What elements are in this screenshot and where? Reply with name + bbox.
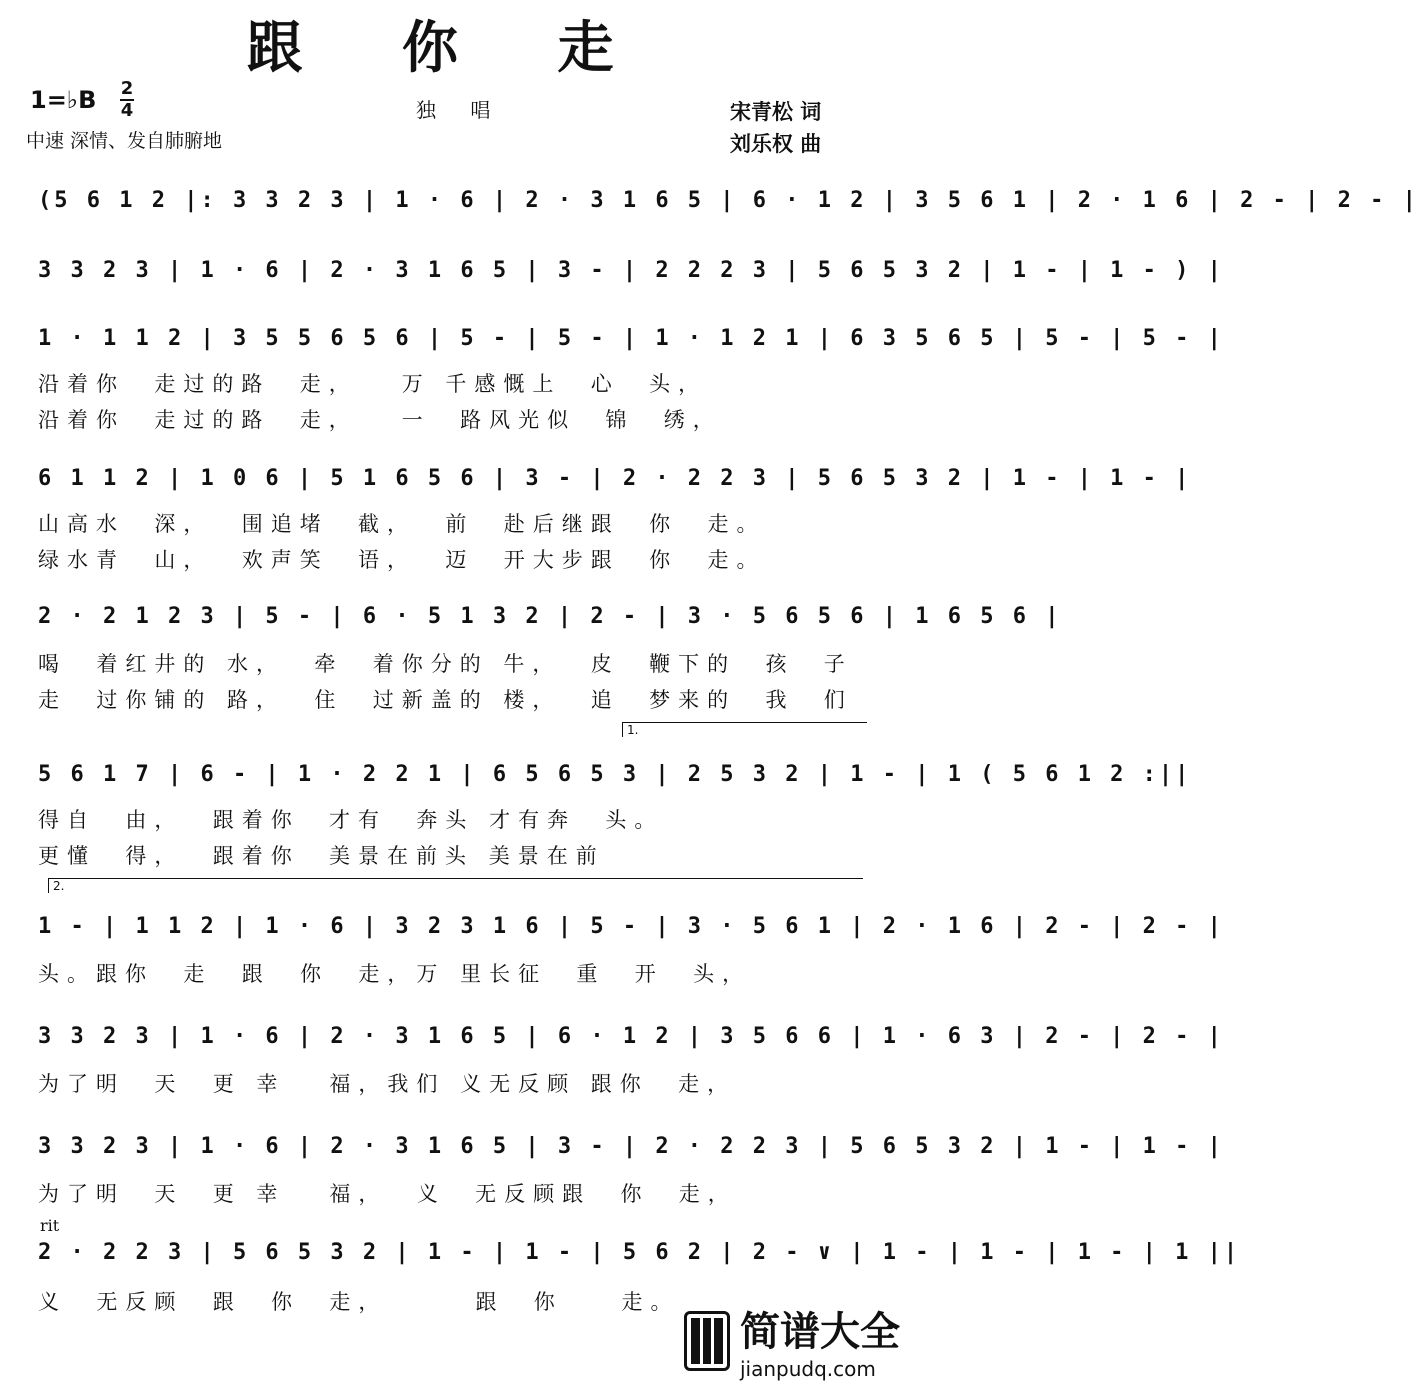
- score-system-4: 6 1 1 2 | 1 0 6 | 5 1 6 5 6 | 3 - | 2 · 2 2 3 | 5 6 5 3 2 | 1 - | 1 - |: [38, 466, 1192, 491]
- lyric-line-5a: 喝 着红井的 水， 牵 着你分的 牛， 皮 鞭下的 孩 子: [38, 652, 853, 676]
- score-system-9: 3 3 2 3 | 1 · 6 | 2 · 3 1 6 5 | 3 - | 2 · 2 2 3 | 5 6 5 3 2 | 1 - | 1 - |: [38, 1134, 1224, 1159]
- lyric-line-6a: 得自 由， 跟着你 才有 奔头 才有奔 头。: [38, 808, 664, 832]
- key-signature: 1=♭B: [30, 86, 97, 114]
- ritardando-mark: rit: [40, 1216, 60, 1235]
- logo-name: 简谱大全: [740, 1309, 900, 1355]
- score-system-5: 2 · 2 1 2 3 | 5 - | 6 · 5 1 3 2 | 2 - | 3 · 5 6 5 6 | 1 6 5 6 |: [38, 604, 1062, 629]
- meter-bottom: 4: [120, 100, 134, 121]
- site-logo[interactable]: [684, 1300, 900, 1381]
- score-system-1: (5 6 1 2 |: 3 3 2 3 | 1 · 6 | 2 · 3 1 6 5 | 6 · 1 2 | 3 5 6 1 | 2 · 1 6 | 2 - | 2 - |: [38, 188, 1419, 213]
- score-system-10: 2 · 2 2 3 | 5 6 5 3 2 | 1 - | 1 - | 5 6 2 | 2 - ∨ | 1 - | 1 - | 1 - | 1 ||: [38, 1240, 1241, 1265]
- volta-2: 2.: [48, 878, 863, 893]
- time-signature: [120, 80, 134, 120]
- lyric-line-6b: 更懂 得， 跟着你 美景在前头 美景在前: [38, 844, 605, 868]
- piano-icon: [684, 1311, 730, 1371]
- logo-url: jianpudq.com: [740, 1357, 876, 1381]
- lyric-line-3a: 沿着你 走过的路 走， 万 千感慨上 心 头，: [38, 372, 708, 396]
- lyric-line-10: 义 无反顾 跟 你 走， 跟 你 走。: [38, 1290, 680, 1314]
- song-title: 跟 你 走: [246, 15, 654, 81]
- lyric-line-5b: 走 过你铺的 路， 住 过新盖的 楼， 追 梦来的 我 们: [38, 688, 853, 712]
- lyric-line-4b: 绿水青 山， 欢声笑 语， 迈 开大步跟 你 走。: [38, 548, 766, 572]
- lyric-line-8: 为了明 天 更 幸 福，我们 义无反顾 跟你 走，: [38, 1072, 737, 1096]
- composer-credit: 刘乐权 曲: [730, 132, 822, 156]
- score-system-6: 5 6 1 7 | 6 - | 1 · 2 2 1 | 6 5 6 5 3 | 2 5 3 2 | 1 - | 1 ( 5 6 1 2 :||: [38, 762, 1192, 787]
- lyricist-credit: 宋青松 词: [730, 100, 822, 124]
- score-system-8: 3 3 2 3 | 1 · 6 | 2 · 3 1 6 5 | 6 · 1 2 | 3 5 6 6 | 1 · 6 3 | 2 - | 2 - |: [38, 1024, 1224, 1049]
- performance-type: 独 唱: [416, 98, 505, 122]
- score-system-2: 3 3 2 3 | 1 · 6 | 2 · 3 1 6 5 | 3 - | 2 2 2 3 | 5 6 5 3 2 | 1 - | 1 - ) |: [38, 258, 1224, 283]
- score-system-7: 1 - | 1 1 2 | 1 · 6 | 3 2 3 1 6 | 5 - | 3 · 5 6 1 | 2 · 1 6 | 2 - | 2 - |: [38, 914, 1224, 939]
- tempo-marking: 中速 深情、发自肺腑地: [26, 130, 223, 152]
- lyric-line-4a: 山高水 深， 围追堵 截， 前 赴后继跟 你 走。: [38, 512, 766, 536]
- lyric-line-7: 头。跟你 走 跟 你 走，万 里长征 重 开 头，: [38, 962, 752, 986]
- score-system-3: 1 · 1 1 2 | 3 5 5 6 5 6 | 5 - | 5 - | 1 · 1 2 1 | 6 3 5 6 5 | 5 - | 5 - |: [38, 326, 1224, 351]
- volta-1: 1.: [622, 722, 867, 737]
- lyric-line-3b: 沿着你 走过的路 走， 一 路风光似 锦 绣，: [38, 408, 722, 432]
- meter-top: 2: [120, 78, 134, 99]
- lyric-line-9: 为了明 天 更 幸 福， 义 无反顾跟 你 走，: [38, 1182, 737, 1206]
